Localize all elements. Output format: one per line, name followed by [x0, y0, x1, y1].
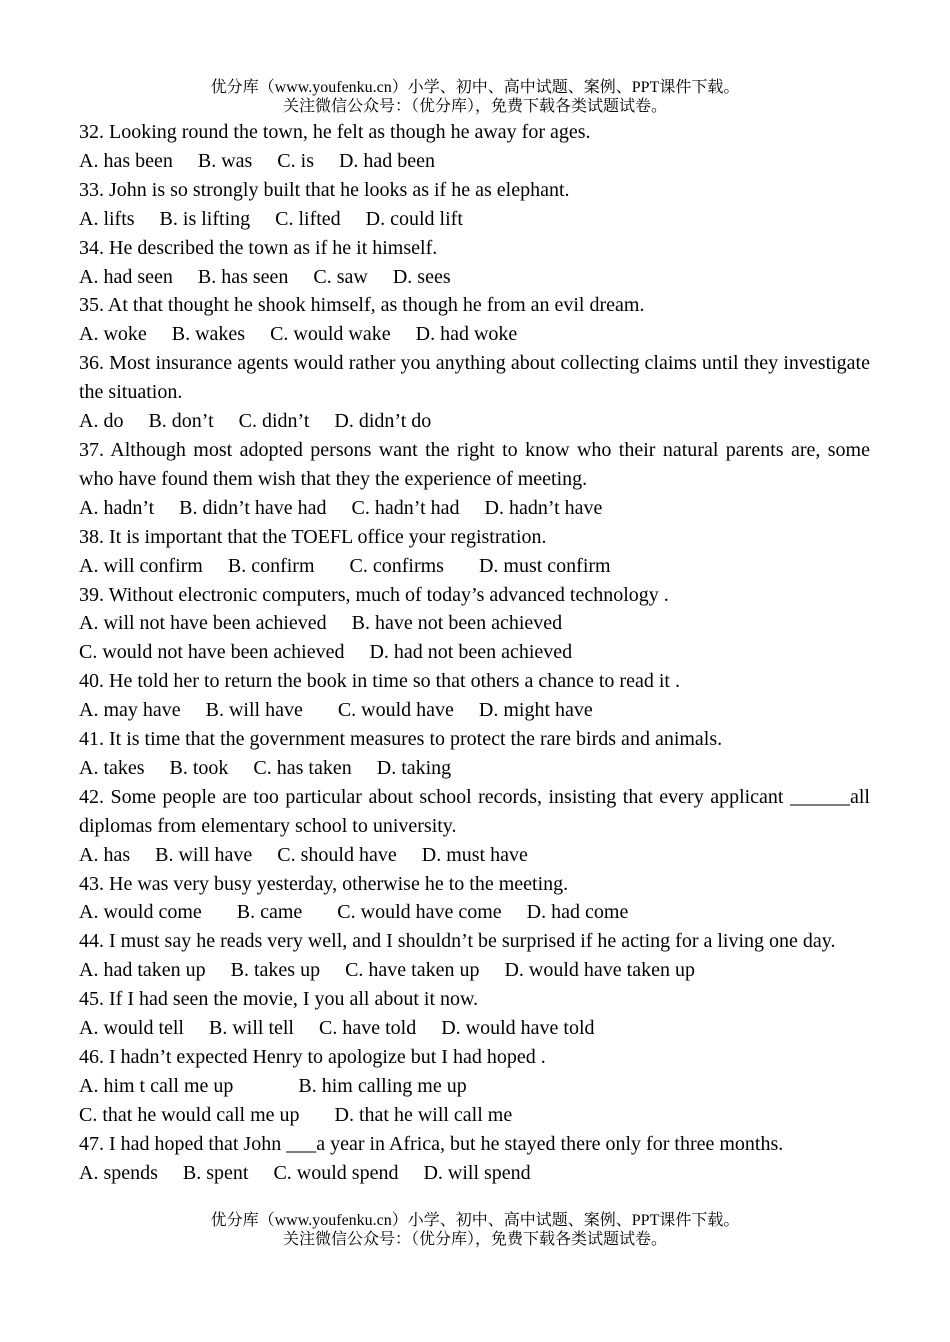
- answer-options: A. hadn’t B. didn’t have had C. hadn’t had D. hadn’t have: [79, 496, 603, 519]
- answer-options: A. has been B. was C. is D. had been: [79, 149, 436, 172]
- question-37: [79, 436, 870, 523]
- question-36: [79, 349, 870, 436]
- question-46: [79, 1043, 870, 1130]
- question-stem: 46. I hadn’t expected Henry to apologize but I had hoped .: [79, 1046, 546, 1068]
- question-39: [79, 581, 870, 668]
- page-footer: [0, 1211, 950, 1249]
- question-stem: 37. Although most adopted persons want the right to know who their natural parents are, some who have found them wish that they the experience of meeting.: [79, 438, 870, 490]
- question-43: [79, 870, 870, 928]
- answer-options: A. lifts B. is lifting C. lifted D. could lift: [79, 207, 463, 230]
- question-stem: 43. He was very busy yesterday, otherwise he to the meeting.: [79, 872, 569, 895]
- answer-options: A. him t call me up B. him calling me up: [79, 1074, 467, 1097]
- question-34: [79, 234, 870, 292]
- answer-options: A. had taken up B. takes up C. have taken up D. would have taken up: [79, 959, 695, 982]
- answer-options: C. that he would call me up D. that he will call me: [79, 1103, 513, 1126]
- question-stem: 45. If I had seen the movie, I you all about it now.: [79, 988, 479, 1011]
- question-stem: 32. Looking round the town, he felt as though he away for ages.: [79, 121, 591, 143]
- header-line-1: 优分库（www.youfenku.cn）小学、初中、高中试题、案例、PPT课件下载。: [210, 79, 740, 96]
- answer-options: A. would tell B. will tell C. have told D. would have told: [79, 1017, 595, 1040]
- answer-options: A. may have B. will have C. would have D. might have: [79, 699, 593, 722]
- question-44: [79, 927, 870, 985]
- question-41: [79, 725, 870, 783]
- answer-options: A. woke B. wakes C. would wake D. had woke: [79, 323, 518, 346]
- question-45: [79, 985, 870, 1043]
- question-stem: 33. John is so strongly built that he looks as if he as elephant.: [79, 178, 570, 201]
- answer-options: A. will confirm B. confirm C. confirms D. must confirm: [79, 554, 611, 577]
- question-stem: 36. Most insurance agents would rather you anything about collecting claims until they investigate the situation.: [79, 352, 870, 404]
- footer-line-1: 优分库（www.youfenku.cn）小学、初中、高中试题、案例、PPT课件下载。: [210, 1212, 740, 1229]
- answer-options: A. takes B. took C. has taken D. taking: [79, 756, 452, 779]
- header-line-2: 关注微信公众号：（优分库），免费下载各类试题试卷。: [282, 98, 667, 115]
- question-stem: 44. I must say he reads very well, and I shouldn’t be surprised if he acting for a living one day.: [79, 930, 836, 953]
- question-stem: 47. I had hoped that John ___a year in Africa, but he stayed there only for three months.: [79, 1132, 784, 1155]
- answer-options: A. will not have been achieved B. have not been achieved: [79, 612, 563, 635]
- question-stem: 42. Some people are too particular about school records, insisting that every applicant ______all diplomas from elementary school to university.: [79, 785, 870, 837]
- question-stem: 41. It is time that the government measures to protect the rare birds and animals.: [79, 728, 723, 751]
- question-stem: 38. It is important that the TOEFL office your registration.: [79, 525, 547, 548]
- question-stem: 40. He told her to return the book in time so that others a chance to read it .: [79, 670, 680, 693]
- question-42: [79, 783, 870, 870]
- question-32: [79, 118, 870, 176]
- question-list: [79, 118, 870, 1188]
- question-stem: 34. He described the town as if he it himself.: [79, 236, 438, 259]
- answer-options: A. would come B. came C. would have come D. had come: [79, 901, 629, 924]
- question-40: [79, 667, 870, 725]
- answer-options: C. would not have been achieved D. had not been achieved: [79, 641, 573, 664]
- answer-options: A. do B. don’t C. didn’t D. didn’t do: [79, 410, 432, 433]
- question-stem: 39. Without electronic computers, much of today’s advanced technology .: [79, 583, 669, 606]
- footer-line-2: 关注微信公众号：（优分库），免费下载各类试题试卷。: [282, 1231, 667, 1248]
- question-38: [79, 523, 870, 581]
- answer-options: A. has B. will have C. should have D. must have: [79, 843, 528, 866]
- question-stem: 35. At that thought he shook himself, as though he from an evil dream.: [79, 294, 645, 317]
- page-header: [0, 78, 950, 116]
- question-35: [79, 291, 870, 349]
- question-47: [79, 1130, 870, 1188]
- question-33: [79, 176, 870, 234]
- answer-options: A. had seen B. has seen C. saw D. sees: [79, 265, 451, 288]
- answer-options: A. spends B. spent C. would spend D. will spend: [79, 1161, 531, 1184]
